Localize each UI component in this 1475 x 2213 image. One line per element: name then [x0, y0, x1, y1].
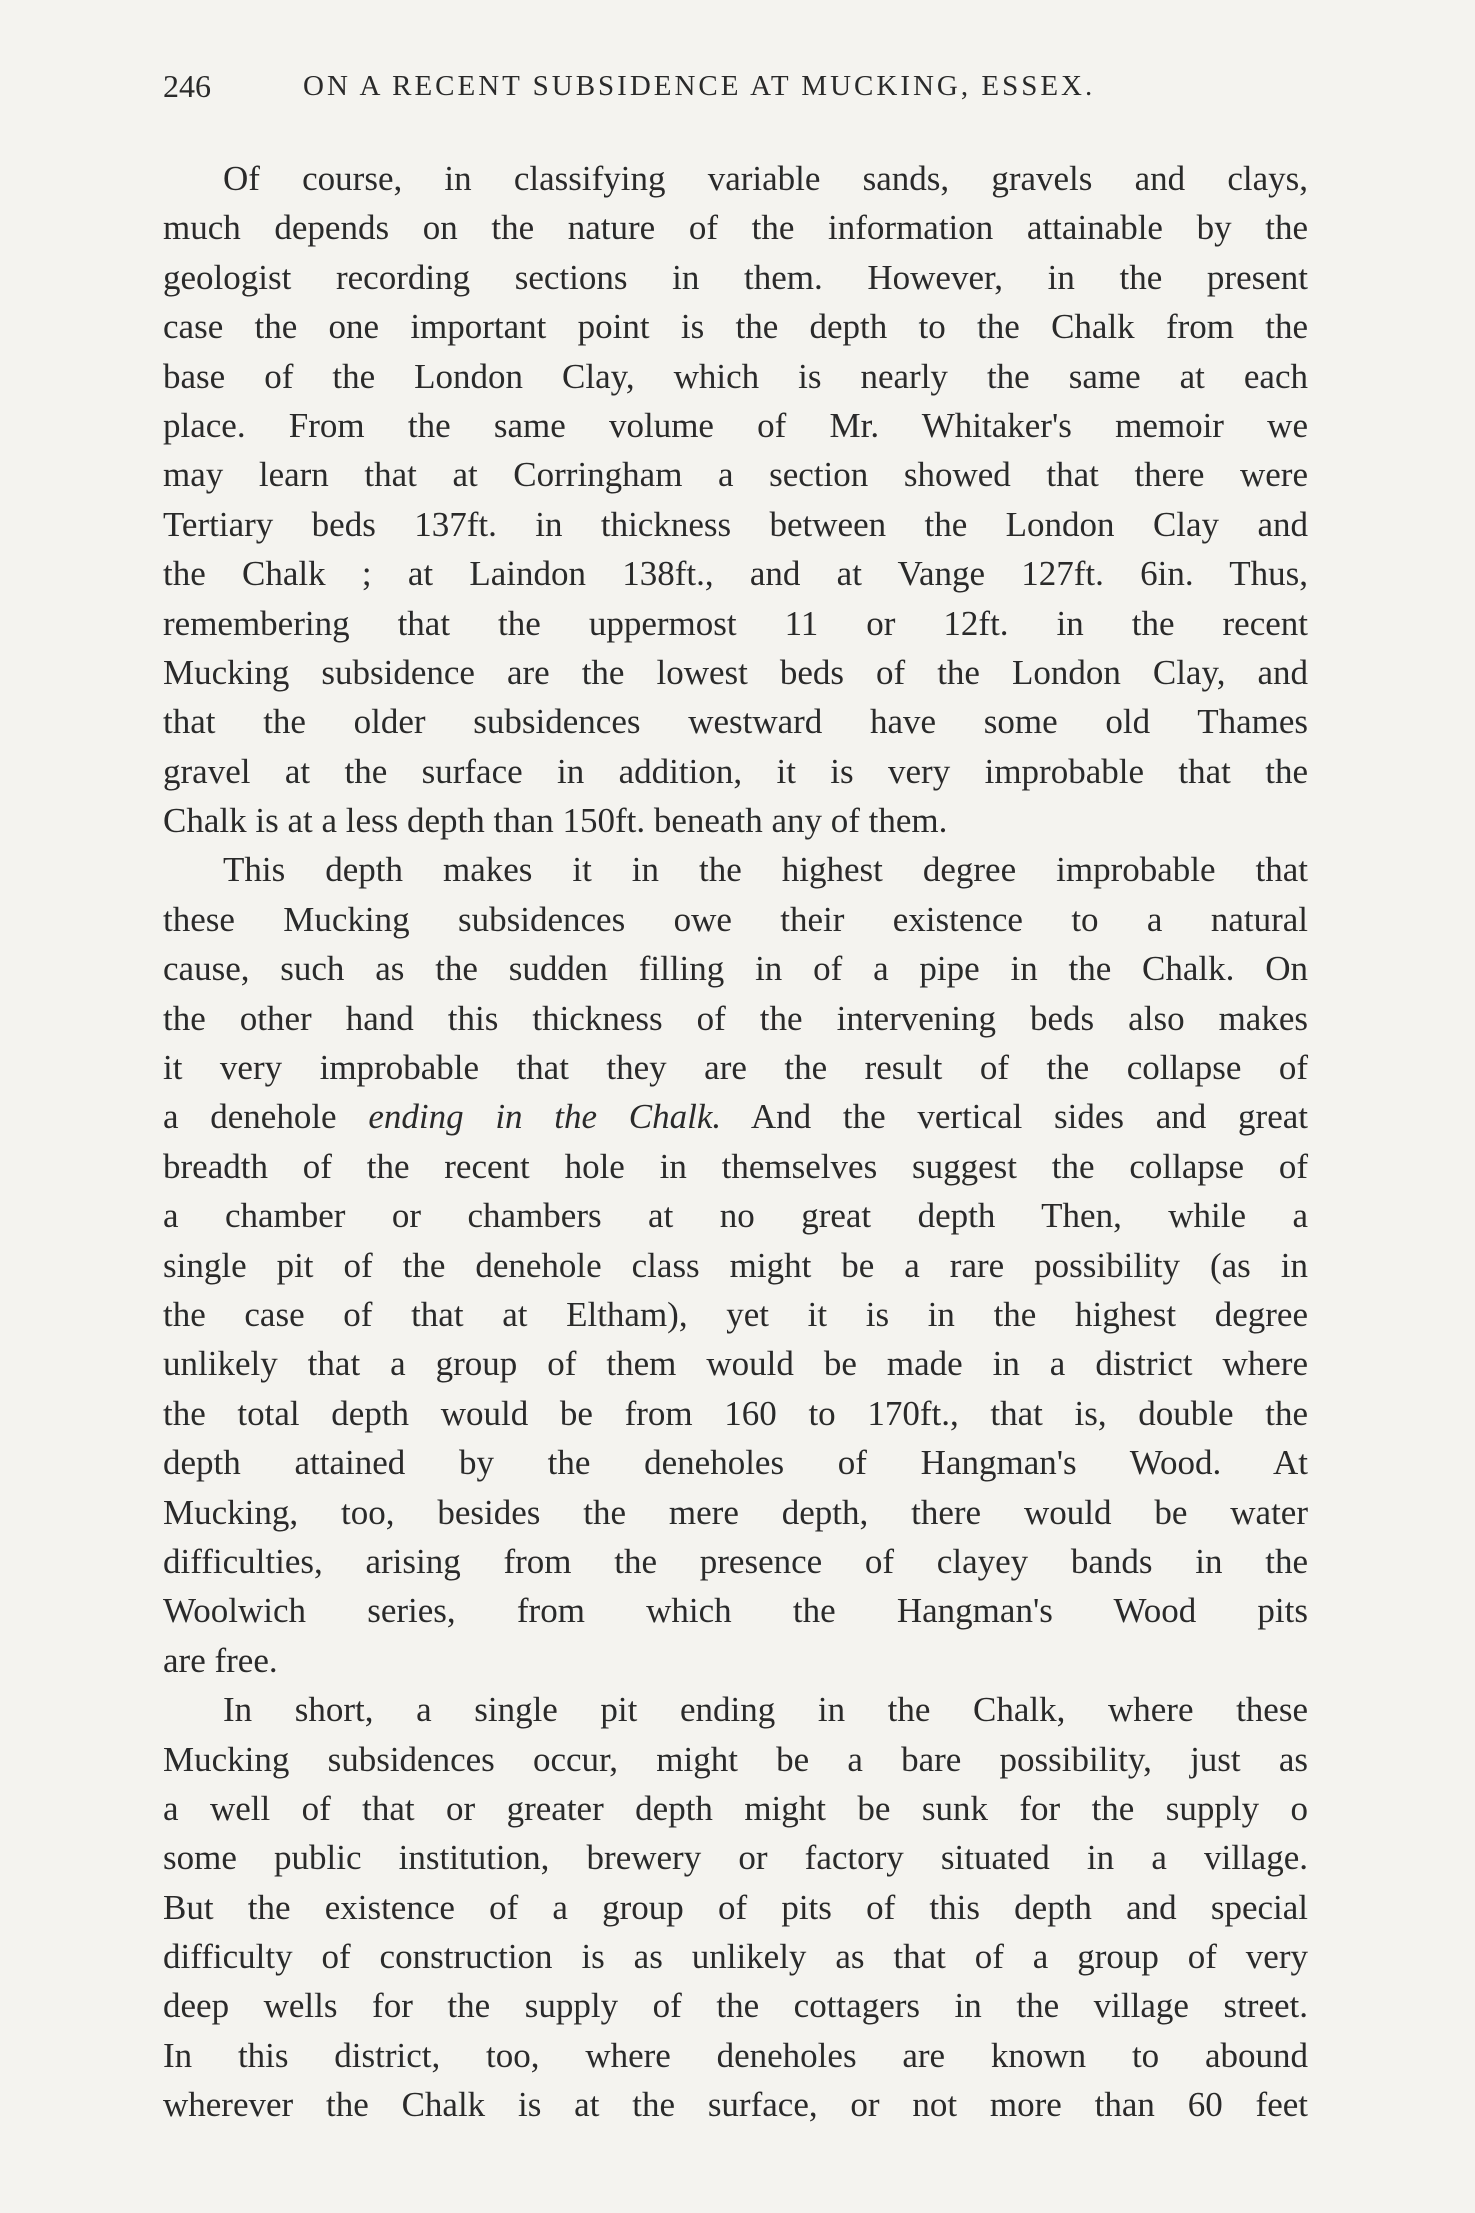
- text-line: unlikely that a group of them would be made in a district where: [163, 1344, 1308, 1384]
- text-line: single pit of the denehole class might be a rare possibility (as in: [163, 1245, 1308, 1285]
- body-text: [163, 154, 1308, 2130]
- text-segment: And the vertical sides and great: [750, 1097, 1308, 1137]
- text-line: In this district, too, where deneholes are known to abound: [163, 2035, 1308, 2075]
- text-line: cause, such as the sudden filling in of a pipe in the Chalk. On: [163, 949, 1308, 989]
- text-line: may learn that at Corringham a section showed that there were: [163, 455, 1308, 495]
- text-line: a chamber or chambers at no great depth Then, while a: [163, 1196, 1308, 1236]
- paragraph-1: [163, 154, 1308, 845]
- text-line: In short, a single pit ending in the Chalk, where these: [223, 1690, 1308, 1730]
- text-segment: a denehole: [163, 1097, 337, 1137]
- text-line: remembering that the uppermost 11 or 12ft. in the recent: [163, 603, 1308, 643]
- text-line: are free.: [163, 1640, 278, 1680]
- text-line: the Chalk ; at Laindon 138ft., and at Vange 127ft. 6in. Thus,: [163, 554, 1308, 594]
- text-line: much depends on the nature of the information attainable by the: [163, 208, 1308, 248]
- text-line: This depth makes it in the highest degree improbable that: [223, 850, 1308, 890]
- text-line: But the existence of a group of pits of this depth and special: [163, 1887, 1308, 1927]
- text-line: breadth of the recent hole in themselves suggest the collapse of: [163, 1146, 1308, 1186]
- running-title: ON A RECENT SUBSIDENCE AT MUCKING, ESSEX.: [303, 70, 1096, 102]
- text-line: difficulties, arising from the presence of clayey bands in the: [163, 1541, 1308, 1581]
- text-line: geologist recording sections in them. However, in the present: [163, 257, 1308, 297]
- text-line: Tertiary beds 137ft. in thickness between the London Clay and: [163, 504, 1308, 544]
- italic-phrase: ending in the Chalk.: [368, 1097, 722, 1137]
- text-line: difficulty of construction is as unlikely as that of a group of very: [163, 1937, 1308, 1977]
- text-line: depth attained by the deneholes of Hangman's Wood. At: [163, 1443, 1308, 1483]
- paragraph-2: [163, 845, 1308, 1685]
- text-line: Chalk is at a less depth than 150ft. beneath any of them.: [163, 801, 948, 841]
- text-line: it very improbable that they are the result of the collapse of: [163, 1048, 1308, 1088]
- text-line: some public institution, brewery or factory situated in a village.: [163, 1838, 1308, 1878]
- text-line: deep wells for the supply of the cottagers in the village street.: [163, 1986, 1308, 2026]
- text-line: the total depth would be from 160 to 170ft., that is, double the: [163, 1393, 1308, 1433]
- text-line: Mucking subsidence are the lowest beds of the London Clay, and: [163, 652, 1308, 692]
- text-line: wherever the Chalk is at the surface, or not more than 60 feet: [163, 2085, 1308, 2125]
- text-line: base of the London Clay, which is nearly the same at each: [163, 356, 1308, 396]
- page-number: 246: [163, 68, 211, 104]
- text-line: Woolwich series, from which the Hangman's Wood pits: [163, 1591, 1308, 1631]
- running-head: [163, 68, 1308, 108]
- text-line: case the one important point is the depth to the Chalk from the: [163, 307, 1308, 347]
- text-line: Mucking, too, besides the mere depth, there would be water: [163, 1492, 1308, 1532]
- text-line: a well of that or greater depth might be sunk for the supply o: [163, 1788, 1308, 1828]
- paragraph-3: [163, 1685, 1308, 2130]
- text-line: these Mucking subsidences owe their existence to a natural: [163, 899, 1308, 939]
- text-line-with-italic: [163, 1092, 1308, 1141]
- text-line: Of course, in classifying variable sands, gravels and clays,: [223, 159, 1308, 198]
- text-line: the case of that at Eltham), yet it is in the highest degree: [163, 1294, 1308, 1334]
- text-line: gravel at the surface in addition, it is very improbable that the: [163, 751, 1308, 791]
- text-line: Mucking subsidences occur, might be a bare possibility, just as: [163, 1739, 1308, 1779]
- text-line: place. From the same volume of Mr. Whitaker's memoir we: [163, 405, 1308, 445]
- text-line: the other hand this thickness of the intervening beds also makes: [163, 998, 1308, 1038]
- text-line: that the older subsidences westward have some old Thames: [163, 702, 1308, 742]
